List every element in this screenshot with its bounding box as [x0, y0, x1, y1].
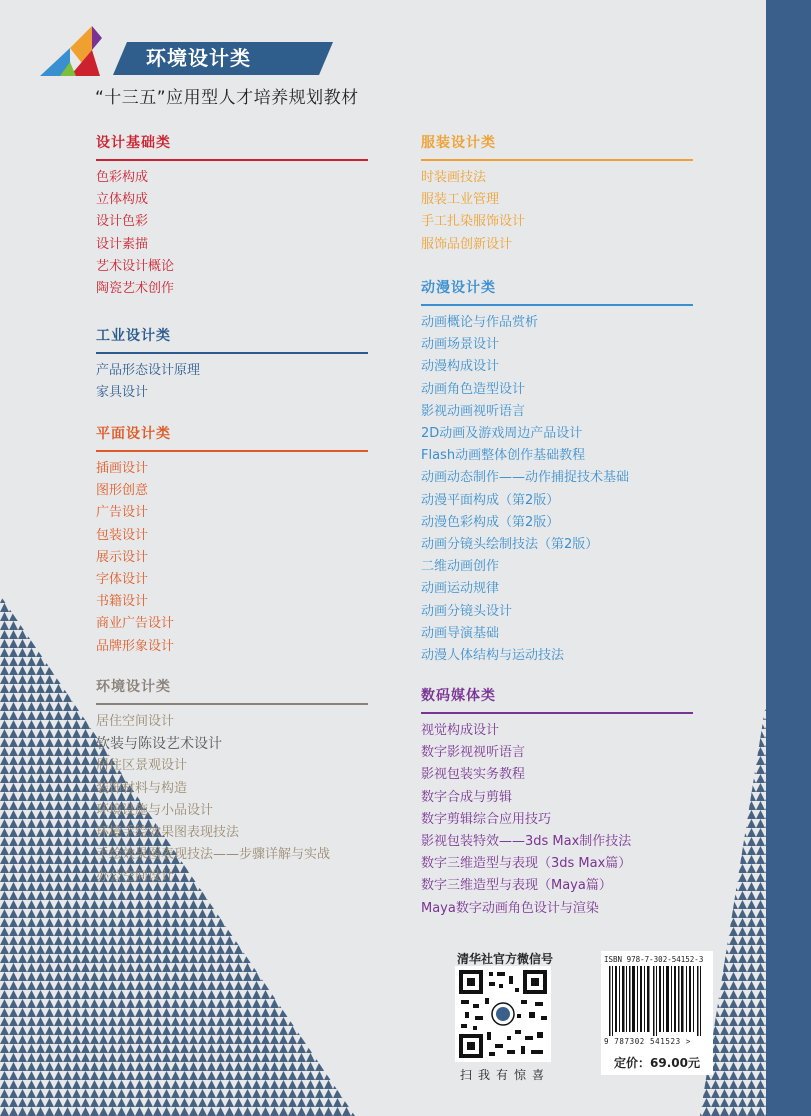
list-item: 数字合成与剪辑 — [421, 789, 513, 805]
series-title: 环境设计类 — [146, 46, 251, 70]
qr-label: 清华社官方微信号 — [456, 952, 553, 966]
list-item: 产品形态设计原理 — [96, 363, 201, 378]
list-item: 装饰材料与构造 — [96, 780, 188, 796]
list-item: 设计素描 — [96, 236, 149, 252]
qr-code-icon — [455, 966, 551, 1062]
series-subtitle: “十三五”应用型人才培养规划教材 — [95, 88, 359, 108]
list-item: 动画运动规律 — [421, 581, 500, 597]
list-item: 服饰品创新设计 — [421, 236, 513, 252]
category-divider — [421, 712, 693, 714]
list-item: 图形创意 — [96, 483, 149, 499]
category-title: 动漫设计类 — [421, 280, 496, 296]
category-title: 平面设计类 — [96, 426, 171, 442]
list-item: 动画分镜头绘制技法（第2版） — [421, 537, 599, 553]
list-item: 视觉构成设计 — [421, 723, 500, 738]
category-graphic — [96, 424, 368, 658]
category-title: 数码媒体类 — [421, 688, 496, 704]
category-title: 环境设计类 — [96, 679, 171, 695]
list-item: 家具设计 — [96, 385, 149, 401]
list-item: 软装与陈设艺术设计 — [96, 736, 222, 753]
list-item: 居住区景观设计 — [96, 758, 188, 774]
list-item: 动画角色造型设计 — [421, 381, 526, 397]
category-title: 设计基础类 — [96, 135, 171, 151]
category-design-basics — [96, 133, 368, 300]
category-title: 工业设计类 — [96, 328, 171, 344]
list-item: 二维动画创作 — [421, 559, 500, 575]
category-divider — [421, 304, 693, 306]
list-item: 动画概论与作品赏析 — [421, 315, 539, 330]
list-item: 影视包装特效——3ds Max制作技法 — [421, 834, 632, 850]
list-item: 设计色彩 — [96, 214, 149, 230]
category-fashion — [421, 133, 693, 256]
qr-scan-text: 扫我有惊喜 — [459, 1068, 550, 1082]
list-item: 动画场景设计 — [421, 337, 500, 353]
category-divider — [96, 450, 368, 452]
category-divider — [96, 352, 368, 354]
isbn-number: ISBN 978-7-302-54152-3 — [604, 955, 704, 964]
list-item: 动漫平面构成（第2版） — [421, 492, 560, 508]
category-environment — [96, 677, 368, 889]
list-item: 影视包装实务教程 — [421, 767, 526, 783]
list-item: 时装画技法 — [421, 170, 487, 185]
list-item: 2D动画及游戏周边产品设计 — [421, 426, 583, 442]
list-item: 动漫构成设计 — [421, 359, 500, 375]
list-item: 数字剪辑综合应用技巧 — [421, 811, 552, 827]
list-item: Maya数字动画角色设计与渲染 — [421, 900, 599, 916]
list-item: 数字影视视听语言 — [421, 745, 526, 761]
list-item: 手工扎染服饰设计 — [421, 214, 526, 230]
list-item: 艺术设计概论 — [96, 258, 175, 274]
list-item: 书籍设计 — [96, 594, 149, 610]
list-item: 立体构成 — [96, 192, 149, 208]
category-divider — [421, 159, 693, 161]
list-item: 办公空间设计 — [96, 869, 175, 885]
list-item: 手绘效果图表现技法——步骤详解与实战 — [96, 847, 331, 863]
spine-band — [766, 0, 811, 1116]
series-logo-icon — [40, 24, 120, 78]
list-item: 广告设计 — [96, 505, 149, 521]
list-item: 动画动态制作——动作捕捉技术基础 — [421, 470, 630, 486]
category-animation — [421, 278, 693, 667]
barcode-digits: 9 787302 541523 > — [604, 1037, 691, 1046]
list-item: 动画导演基础 — [421, 625, 500, 641]
category-industrial — [96, 326, 368, 404]
list-item: 陶瓷艺术创作 — [96, 281, 175, 297]
list-item: 展示设计 — [96, 549, 149, 565]
list-item: Flash动画整体创作基础教程 — [421, 448, 586, 464]
list-item: 色彩构成 — [96, 170, 149, 185]
list-item: 动画分镜头设计 — [421, 603, 513, 619]
list-item: 数字三维造型与表现（Maya篇） — [421, 878, 612, 894]
list-item: 环境手绘效果图表现技法 — [96, 825, 240, 841]
list-item: 影视动画视听语言 — [421, 403, 526, 419]
category-divider — [96, 703, 368, 705]
list-item: 字体设计 — [96, 572, 149, 588]
list-item: 插画设计 — [96, 461, 149, 476]
category-title: 服装设计类 — [421, 135, 496, 151]
list-item: 服装工业管理 — [421, 192, 500, 208]
list-item: 动漫色彩构成（第2版） — [421, 514, 560, 530]
list-item: 数字三维造型与表现（3ds Max篇） — [421, 856, 632, 872]
list-item: 包装设计 — [96, 527, 149, 543]
price-label: 定价：69.00元 — [614, 1056, 700, 1070]
qr-code — [455, 966, 551, 1062]
list-item: 环境设施与小品设计 — [96, 802, 214, 818]
list-item: 居住空间设计 — [96, 714, 175, 729]
category-digital-media — [421, 686, 693, 920]
list-item: 商业广告设计 — [96, 616, 175, 632]
list-item: 动漫人体结构与运动技法 — [421, 648, 565, 664]
list-item: 品牌形象设计 — [96, 638, 175, 654]
category-divider — [96, 159, 368, 161]
